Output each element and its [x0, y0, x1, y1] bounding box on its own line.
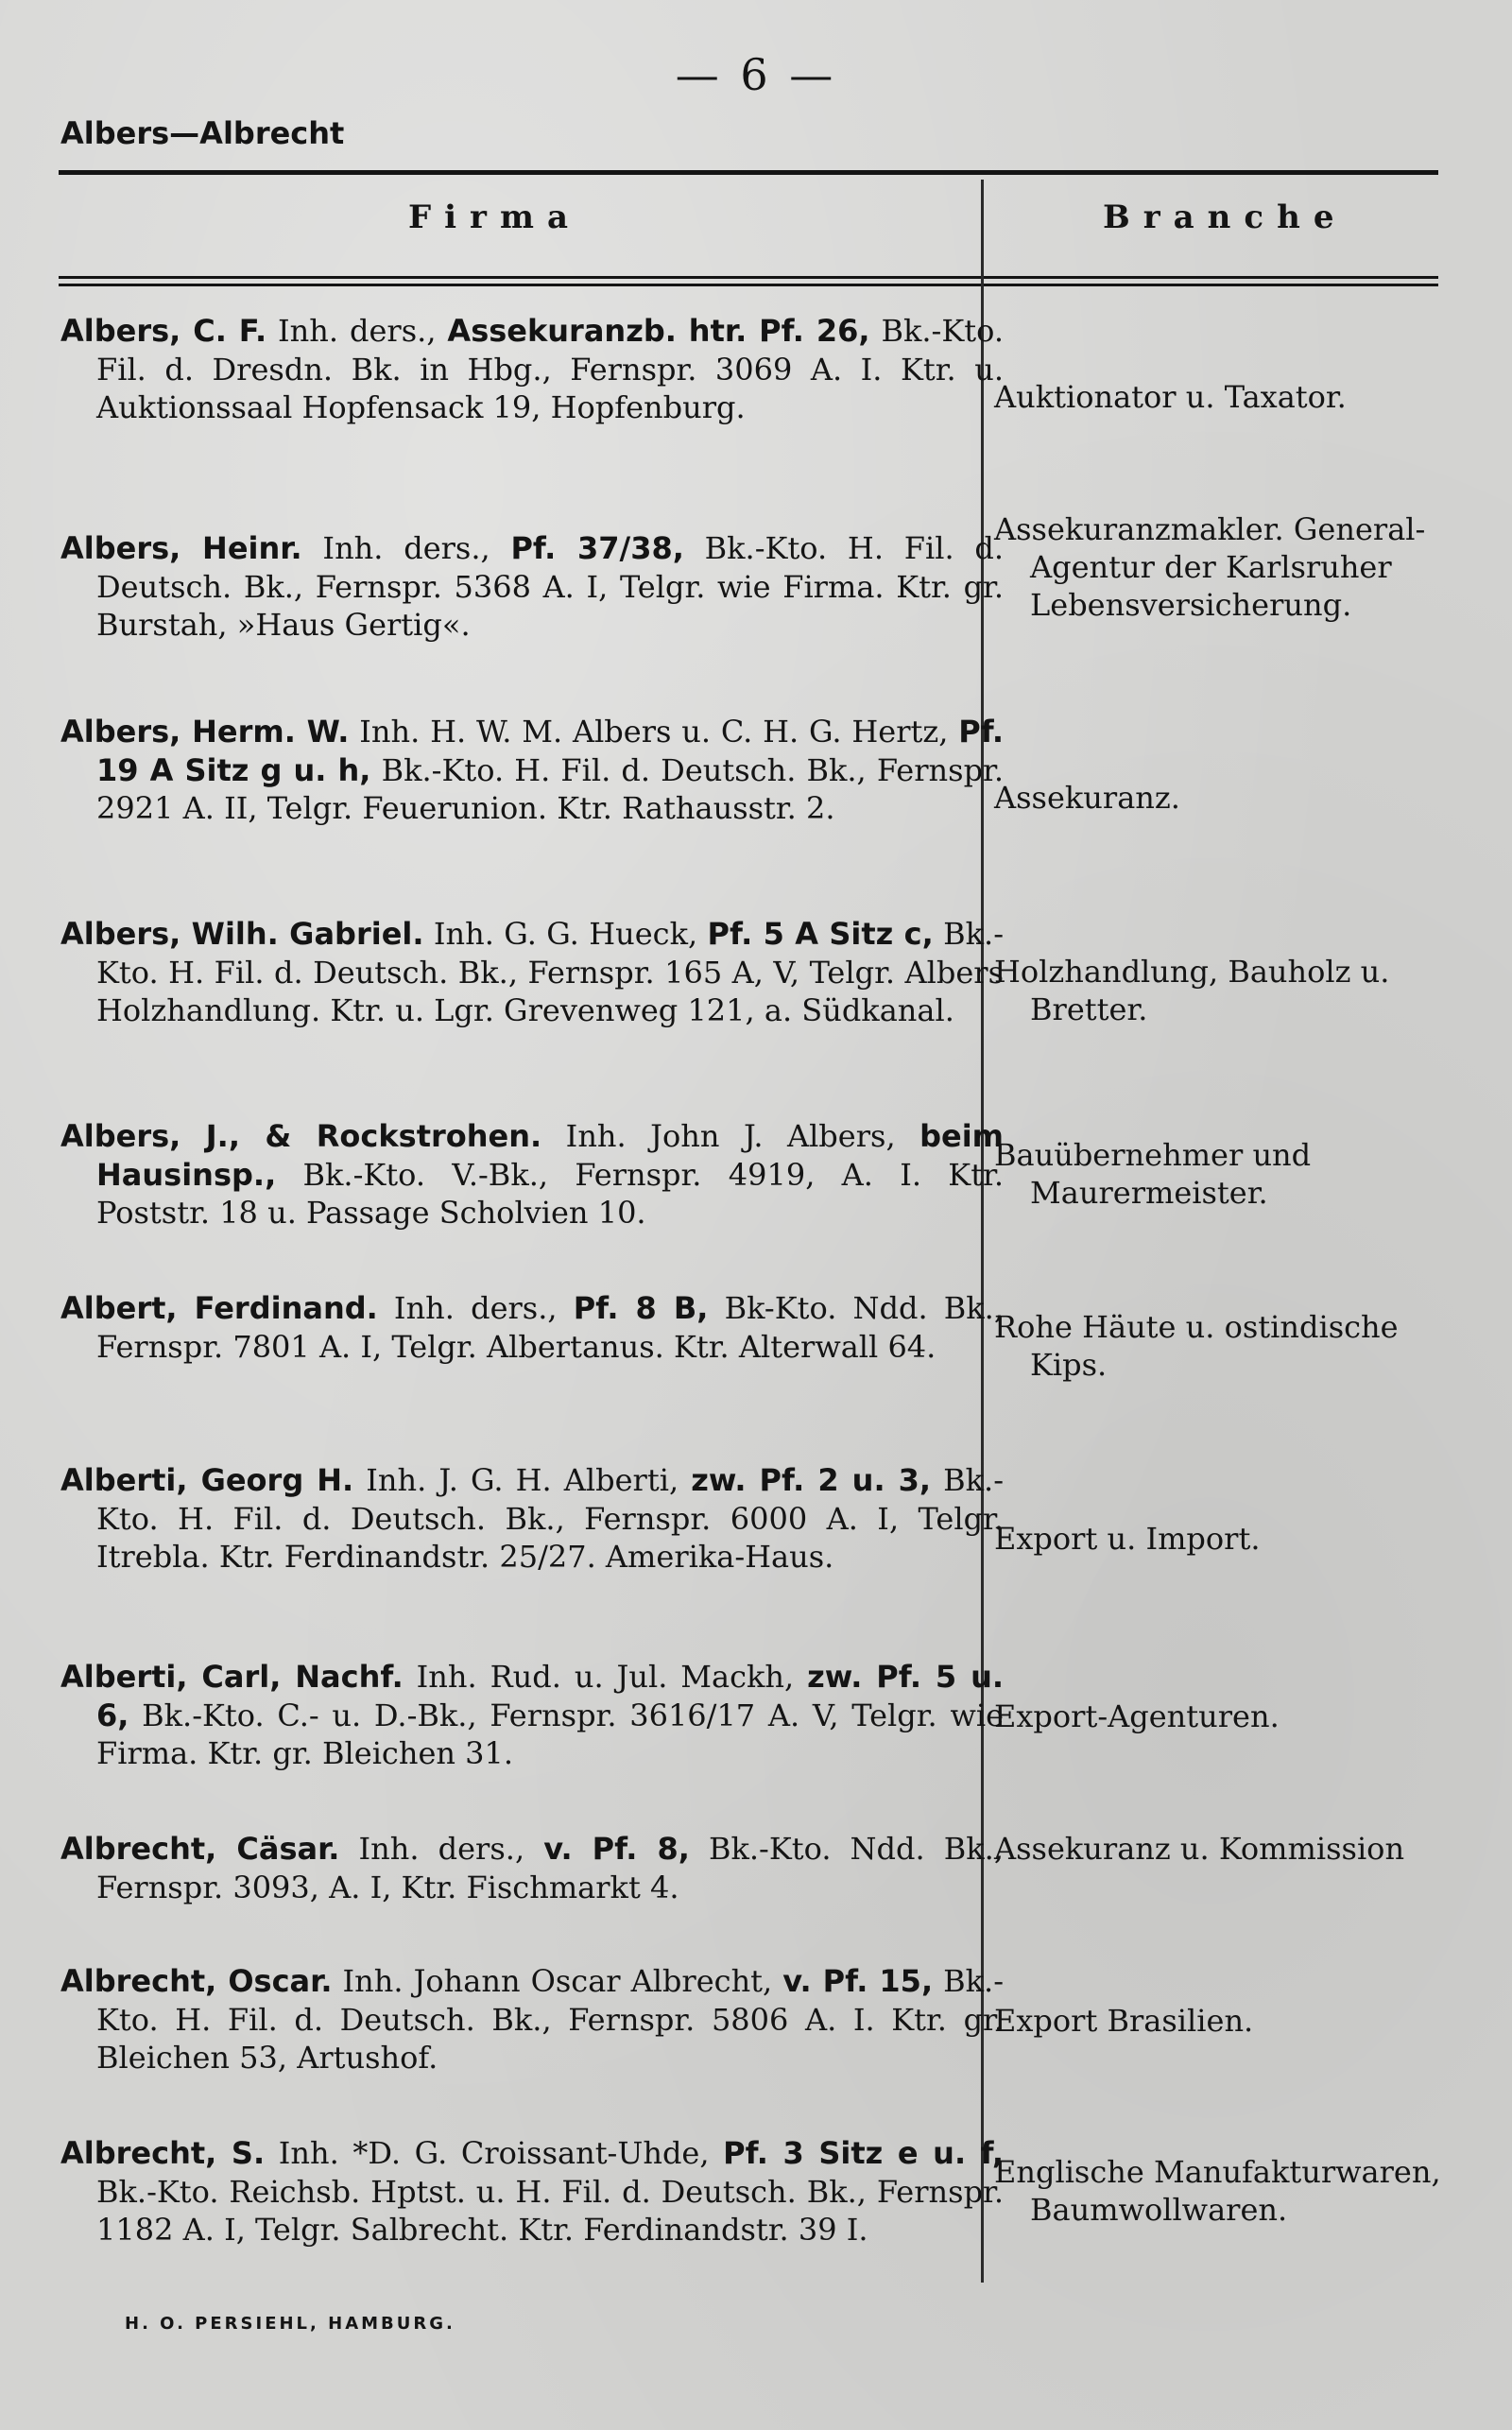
entry-text: Inh. H. W. M. Albers u. C. H. G. Hertz, — [349, 714, 959, 750]
entry-bold: Pf. 3 Sitz e u. f, — [723, 2135, 1005, 2171]
entry-rest: Bk.-Kto. Fil. d. Dresdn. Bk. in Hbg., Fernspr. 3069 A. I. Ktr. u. Auktionssaal Hopfensack 19, Hopfenburg. — [96, 313, 1004, 425]
entry-rest: Bk.-Kto. H. Fil. d. Deutsch. Bk., Fernspr. 5368 A. I, Telgr. wie Firma. Ktr. gr. Burstah, »Haus Gertig«. — [96, 530, 1005, 643]
entry-firma — [60, 1658, 1004, 1773]
entry-firma — [60, 1289, 1004, 1366]
entry-branche: Assekuranz u. Kommission — [994, 1831, 1405, 1867]
entry-bold: Pf. 8 B, — [573, 1290, 709, 1326]
entry-branche: Export-Agenturen. — [994, 1698, 1280, 1734]
table-header — [59, 176, 1438, 276]
entry-branche: Auktionator u. Taxator. — [994, 379, 1347, 415]
entry-branche: Bauübernehmer und Maurermeister. — [994, 1137, 1312, 1211]
entry-bold: zw. Pf. 2 u. 3, — [691, 1462, 932, 1498]
entry-name: Albert, Ferdinand. — [60, 1290, 378, 1326]
column-header-branche: Branche — [1103, 198, 1348, 236]
entry-name: Albers, Herm. W. — [60, 714, 350, 750]
entry-rest: Bk.-Kto. H. Fil. d. Deutsch. Bk., Fernspr. 5806 A. I. Ktr. gr. Bleichen 53, Artushof. — [96, 1963, 1005, 2076]
entry-text: Inh. Rud. u. Jul. Mackh, — [403, 1659, 808, 1695]
top-rule — [59, 170, 1438, 175]
entry-branche: Assekuranzmakler. General-Agentur der Karlsruher Lebensversicherung. — [994, 511, 1426, 623]
entry-name: Albrecht, Cäsar. — [60, 1831, 340, 1867]
entry-bold: Assekuranzb. htr. Pf. 26, — [447, 313, 870, 349]
entry-rest: Bk-Kto. Ndd. Bk., Fernspr. 7801 A. I, Telgr. Albertanus. Ktr. Alterwall 64. — [96, 1290, 1005, 1365]
entry-bold: zw. Pf. 5 u. 6, — [96, 1659, 1005, 1733]
entry-firma — [60, 529, 1004, 645]
entry-branche: Englische Manufakturwaren, Baumwollwaren. — [994, 2154, 1441, 2228]
entry-text: Inh. ders., — [377, 1290, 574, 1326]
entry-text: Inh. ders., — [301, 530, 511, 566]
entry-name: Albers, Heinr. — [60, 530, 302, 566]
entry-branche: Holzhandlung, Bauholz u. Bretter. — [994, 954, 1390, 1027]
entry-firma — [60, 1962, 1004, 2077]
entry-name: Albers, J., & Rockstrohen. — [60, 1118, 542, 1154]
entry-rest: Bk.-Kto. H. Fil. d. Deutsch. Bk., Fernspr. 165 A, V, Telgr. Albers Holzhandlung. Ktr. u. Lgr. Grevenweg 121, a. Südkanal. — [96, 916, 1005, 1028]
entry-name: Alberti, Georg H. — [60, 1462, 354, 1498]
entry-rest: Bk.-Kto. H. Fil. d. Deutsch. Bk., Fernspr. 2921 A. II, Telgr. Feuerunion. Ktr. Rathausstr. 2. — [96, 751, 1005, 826]
entry-bold: v. Pf. 15, — [782, 1963, 934, 1999]
page-number: — 6 — — [675, 49, 837, 100]
entry-branche: Export u. Import. — [994, 1521, 1261, 1557]
entry-firma — [60, 312, 1004, 427]
entry-bold: beim Hausinsp., — [96, 1118, 1005, 1193]
entry-text: Inh. ders., — [339, 1831, 544, 1867]
running-head: Albers—Albrecht — [60, 115, 345, 151]
header-rule-lower — [59, 284, 1438, 286]
entry-name: Alberti, Carl, Nachf. — [60, 1659, 404, 1695]
entry-name: Albrecht, Oscar. — [60, 1963, 333, 1999]
entry-firma — [60, 915, 1004, 1030]
entry-text: Inh. *D. G. Croissant-Uhde, — [265, 2135, 724, 2171]
entry-rest: Bk.-Kto. H. Fil. d. Deutsch. Bk., Fernspr. 6000 A. I, Telgr. Itrebla. Ktr. Ferdinandstr. 25/27. Amerika-Haus. — [96, 1462, 1005, 1575]
entry-name: Albers, C. F. — [60, 313, 267, 349]
entry-branche: Export Brasilien. — [994, 2003, 1254, 2039]
entry-name: Albers, Wilh. Gabriel. — [60, 916, 424, 952]
entry-firma — [60, 713, 1004, 828]
printer-imprint: H. O. PERSIEHL, HAMBURG. — [125, 2314, 455, 2334]
entry-text: Inh. J. G. H. Alberti, — [353, 1462, 692, 1498]
header-rule-upper — [59, 276, 1438, 279]
entry-rest: Bk.-Kto. C.- u. D.-Bk., Fernspr. 3616/17 A. V, Telgr. wie Firma. Ktr. gr. Bleichen 31. — [96, 1697, 1004, 1771]
column-header-firma: Firma — [408, 198, 581, 236]
entry-rest: Bk.-Kto. V.-Bk., Fernspr. 4919, A. I. Ktr. Poststr. 18 u. Passage Scholvien 10. — [96, 1156, 1004, 1231]
entry-bold: Pf. 37/38, — [510, 530, 684, 566]
entry-text: Inh. ders., — [266, 313, 448, 349]
entry-branche: Rohe Häute u. ostindische Kips. — [994, 1309, 1399, 1383]
entry-text: Inh. John J. Albers, — [541, 1118, 920, 1154]
entry-firma — [60, 1830, 1004, 1906]
entry-firma — [60, 2134, 1004, 2249]
entry-rest: Bk.-Kto. Ndd. Bk., Fernspr. 3093, A. I, Ktr. Fischmarkt 4. — [96, 1831, 1005, 1905]
entry-branche: Assekuranz. — [994, 780, 1180, 816]
entry-firma — [60, 1461, 1004, 1577]
entry-firma — [60, 1117, 1004, 1232]
entry-text: Inh. Johann Oscar Albrecht, — [332, 1963, 783, 1999]
entry-rest: Bk.-Kto. Reichsb. Hptst. u. H. Fil. d. Deutsch. Bk., Fernspr. 1182 A. I, Telgr. Salbrecht. Ktr. Ferdinandstr. 39 I. — [96, 2173, 1004, 2248]
entry-text: Inh. G. G. Hueck, — [423, 916, 708, 952]
entry-name: Albrecht, S. — [60, 2135, 266, 2171]
entry-bold: v. Pf. 8, — [543, 1831, 690, 1867]
entry-bold: Pf. 5 A Sitz c, — [707, 916, 934, 952]
entry-bold: Pf. 19 A Sitz g u. h, — [96, 714, 1005, 788]
